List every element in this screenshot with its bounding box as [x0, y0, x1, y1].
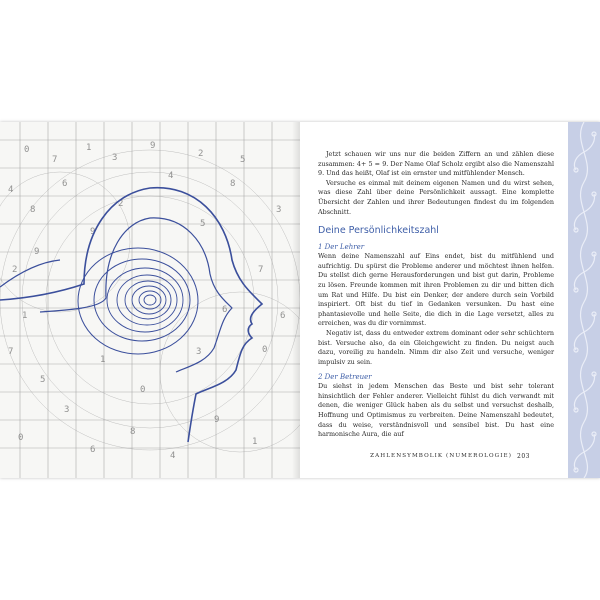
svg-text:5: 5 — [240, 155, 246, 165]
body-paragraph: Versuche es einmal mit deinem eigenen Namen und du wirst sehen, was diese Zahl über deine Persönlichkeit aussagt. Eine komplette Übersicht der Zahlen und ihrer Bedeutungen findest du im folgenden Abschnitt. — [318, 178, 554, 216]
svg-text:6: 6 — [90, 445, 96, 455]
spiral-head-profile-icon — [0, 122, 300, 478]
svg-text:1: 1 — [22, 311, 28, 321]
illustration-page — [0, 122, 300, 478]
svg-text:1: 1 — [100, 355, 106, 365]
svg-text:2: 2 — [12, 265, 18, 275]
svg-text:4: 4 — [168, 171, 174, 181]
svg-text:2: 2 — [118, 199, 124, 209]
svg-text:8: 8 — [230, 179, 236, 189]
svg-text:3: 3 — [64, 405, 70, 415]
entry-heading: 2 Der Betreuer — [318, 373, 372, 382]
svg-text:6: 6 — [280, 311, 286, 321]
body-paragraph: Negativ ist, dass du entweder extrem dominant oder sehr schüchtern bist. Versuche also, da ein Gleichgewicht zu finden. Du neigst auch dazu, voreilig zu handeln. Nimm dir also Zeit und versuche, weniger impulsiv zu sein. — [318, 328, 554, 366]
book-spread — [0, 122, 600, 478]
svg-text:3: 3 — [196, 347, 202, 357]
body-paragraph: Wenn deine Namenszahl auf Eins endet, bist du mitfühlend und aufrichtig. Du spürst die Probleme anderer und möchtest ihnen helfen. Du stellst dich gerne Herausforderungen und bist gut darin, Probleme zu lösen. Freunde kommen mit ihren Problemen zu dir und bitten dich um Rat und Hilfe. Du bist ein Denker, der andere durch sein Vorbild inspiriert. Oft bist du tief in Gedanken versunken. Du hast eine phantasievolle und helle Seite, die dich in die Lage versetzt, alles zu erreichen, was du dir vornimmst. — [318, 252, 554, 328]
svg-text:5: 5 — [40, 375, 46, 385]
svg-text:1: 1 — [252, 437, 258, 447]
svg-text:6: 6 — [62, 179, 68, 189]
running-title: ZAHLENSYMBOLIK (NUMEROLOGIE) — [370, 453, 512, 459]
svg-text:9: 9 — [34, 247, 40, 257]
section-heading: Deine Persönlichkeitszahl — [318, 225, 439, 237]
svg-text:3: 3 — [276, 205, 282, 215]
svg-text:9: 9 — [90, 227, 96, 237]
svg-text:4: 4 — [170, 451, 176, 461]
svg-text:4: 4 — [8, 185, 14, 195]
svg-text:8: 8 — [130, 427, 136, 437]
svg-text:7: 7 — [8, 347, 14, 357]
svg-text:6: 6 — [222, 305, 228, 315]
svg-text:0: 0 — [140, 385, 146, 395]
svg-text:0: 0 — [18, 433, 24, 443]
svg-text:2: 2 — [198, 149, 204, 159]
svg-text:0: 0 — [24, 145, 30, 155]
svg-text:7: 7 — [258, 265, 264, 275]
text-page — [300, 122, 568, 478]
entry-heading: 1 Der Lehrer — [318, 243, 365, 252]
text-column — [318, 150, 554, 440]
svg-text:1: 1 — [86, 143, 92, 153]
svg-text:5: 5 — [200, 219, 206, 229]
sketch-circles — [0, 150, 300, 452]
svg-text:3: 3 — [112, 153, 118, 163]
svg-text:8: 8 — [30, 205, 36, 215]
floral-ornament-icon — [568, 122, 600, 478]
body-paragraph: Jetzt schauen wir uns nur die beiden Ziffern an und zählen diese zusammen: 4+ 5 = 9. Der Name Olaf Scholz ergibt also die Namenszahl 9. Und das heißt, Olaf ist ein ernster und mitfühlender Mensch. — [318, 150, 554, 178]
page-number: 203 — [517, 453, 530, 460]
svg-text:7: 7 — [52, 155, 58, 165]
number-grid — [0, 122, 300, 478]
svg-text:0: 0 — [262, 345, 268, 355]
svg-text:9: 9 — [150, 141, 156, 151]
body-paragraph: Du siehst in jedem Menschen das Beste und bist sehr tolerant hinsichtlich der Fehler anderer. Vielleicht fühlst du dich verwandt mit denen, die weniger Glück haben als du selbst und versuchst deshalb, Hoffnung und Optimismus zu verbreiten. Deine Namenszahl bedeutet, dass du weise, verständnisvoll und sensibel bist. Du hast eine harmonische Aura, die auf — [318, 382, 554, 439]
svg-text:9: 9 — [214, 415, 220, 425]
ornament-strip — [568, 122, 600, 478]
